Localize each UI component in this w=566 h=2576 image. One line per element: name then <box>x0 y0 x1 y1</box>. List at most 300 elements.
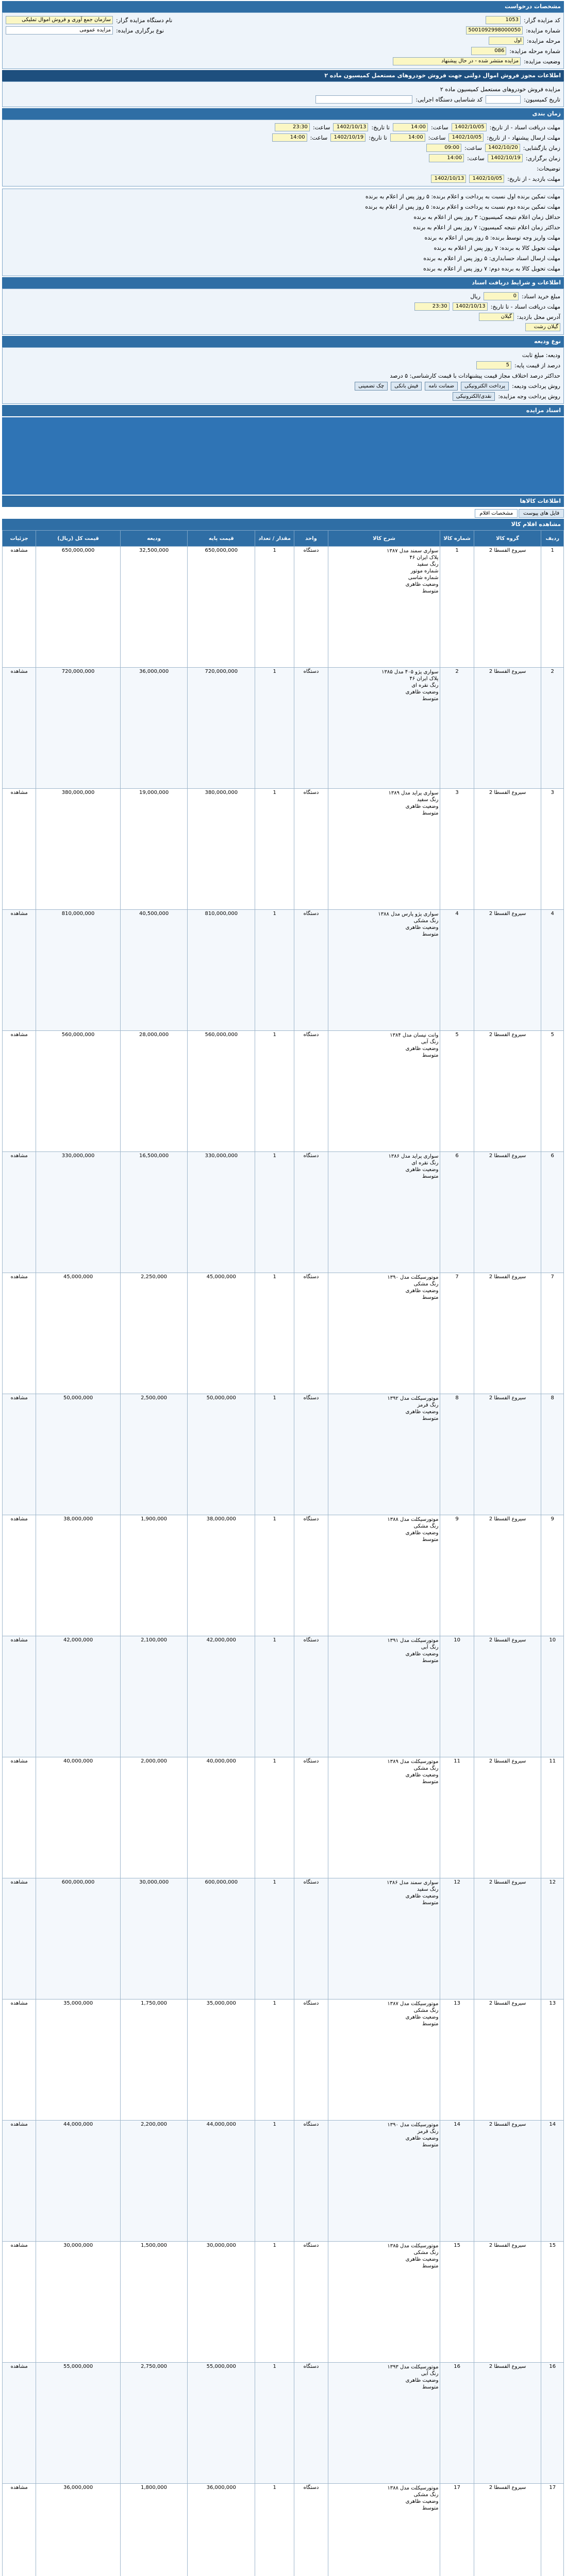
type-label: نوع برگزاری مزایده: <box>116 27 164 34</box>
cell-total: 560,000,000 <box>36 1031 120 1152</box>
cell-detail[interactable]: مشاهده <box>3 1878 36 1999</box>
cell-index: 9 <box>541 1515 564 1636</box>
percent-label: درصد از قیمت پایه: <box>514 362 560 369</box>
cell-base-price: 44,000,000 <box>188 2121 255 2242</box>
cell-deposit: 1,800,000 <box>120 2484 188 2576</box>
cell-number: 6 <box>440 1152 474 1273</box>
cell-group: سیروع الفسطا 2 <box>474 1636 541 1757</box>
cell-detail[interactable]: مشاهده <box>3 1757 36 1878</box>
timing-label: زمان بازگشایی: <box>523 144 560 151</box>
type-field: مزایده عمومی <box>6 26 113 35</box>
timing-hour: 09:00 <box>426 144 461 152</box>
cell-base-price: 42,000,000 <box>188 1636 255 1757</box>
cell-detail[interactable]: مشاهده <box>3 547 36 668</box>
stage-label: مرحله مزایده: <box>526 37 560 44</box>
cell-deposit: 28,000,000 <box>120 1031 188 1152</box>
subject-line: مزایده فروش خودروهای مستعمل کمیسیون ماده ۲ <box>440 86 560 93</box>
timing-date: 1402/10/20 <box>485 144 520 152</box>
cell-detail[interactable]: مشاهده <box>3 1636 36 1757</box>
cell-total: 45,000,000 <box>36 1273 120 1394</box>
cell-index: 2 <box>541 668 564 789</box>
serial-label: شماره مرحله مزایده: <box>509 47 560 55</box>
col-group: گروه کالا <box>474 531 541 547</box>
visit-field-2: گیلان رشت <box>525 323 560 331</box>
hour-label: ساعت: <box>312 124 330 131</box>
hour-label: ساعت: <box>464 144 482 151</box>
view-to-date: 1402/10/13 <box>431 175 466 183</box>
cell-quantity: 1 <box>255 668 294 789</box>
table-row <box>3 1394 564 1515</box>
cell-quantity: 1 <box>255 1636 294 1757</box>
hour-label: ساعت: <box>428 134 446 141</box>
buyer-field: سازمان جمع آوری و فروش اموال تملیکی <box>6 16 113 24</box>
cell-detail[interactable]: مشاهده <box>3 1394 36 1515</box>
subject-title: اطلاعات مجوز فروش اموال دولتی جهت فروش خودروهای مستعمل کمیسیون ماده ۲ <box>324 72 561 79</box>
table-header-row <box>3 531 564 547</box>
cell-quantity: 1 <box>255 2484 294 2576</box>
cell-base-price: 380,000,000 <box>188 789 255 910</box>
cell-group: سیروع الفسطا 2 <box>474 1878 541 1999</box>
cell-description: سواری پژو پارس مدل ۱۳۸۸ رنگ مشکی وضعیت ظاهری متوسط <box>328 910 440 1031</box>
section-items-header <box>2 496 564 507</box>
cell-total: 650,000,000 <box>36 547 120 668</box>
table-row <box>3 1636 564 1757</box>
cell-detail[interactable]: مشاهده <box>3 1999 36 2121</box>
col-deposit: ودیعه <box>120 531 188 547</box>
cell-index: 8 <box>541 1394 564 1515</box>
cell-quantity: 1 <box>255 1031 294 1152</box>
option-cheque[interactable]: چک تضمینی <box>355 382 388 391</box>
cell-detail[interactable]: مشاهده <box>3 1031 36 1152</box>
cell-group: سیروع الفسطا 2 <box>474 2363 541 2484</box>
cell-detail[interactable]: مشاهده <box>3 2484 36 2576</box>
timing-title: زمان بندی <box>532 110 561 117</box>
rule-item: مهلت ارسال اسناد حسابداری: ۵ روز پس از اعلام به برنده <box>423 255 560 262</box>
doc-cost-label: مبلغ خرید اسناد: <box>522 293 560 300</box>
cell-number: 4 <box>440 910 474 1031</box>
cell-deposit: 1,500,000 <box>120 2242 188 2363</box>
col-description: شرح کالا <box>328 531 440 547</box>
cell-index: 12 <box>541 1878 564 1999</box>
serial-field: 086 <box>471 47 506 55</box>
doc-cost-field: 0 <box>484 292 519 300</box>
table-row <box>3 2484 564 2576</box>
cell-number: 16 <box>440 2363 474 2484</box>
cell-unit: دستگاه <box>294 2484 328 2576</box>
cell-index: 15 <box>541 2242 564 2363</box>
cell-index: 1 <box>541 547 564 668</box>
cell-description: موتورسیکلت مدل ۱۳۸۸ رنگ مشکی وضعیت ظاهری متوسط <box>328 2484 440 2576</box>
page-title: مشخصات درخواست <box>505 3 561 10</box>
to-label: تا تاریخ: <box>371 124 390 131</box>
docs-title: اسناد مزایده <box>526 407 561 414</box>
rule-item: مهلت واریز وجه توسط برنده: ۵ روز پس از اعلام به برنده <box>424 234 560 241</box>
notes-label: توضیحات: <box>537 165 560 172</box>
table-row <box>3 2242 564 2363</box>
cell-unit: دستگاه <box>294 547 328 668</box>
timing-to-date: 1402/10/19 <box>330 133 365 142</box>
cell-index: 13 <box>541 1999 564 2121</box>
cell-number: 10 <box>440 1636 474 1757</box>
cell-base-price: 35,000,000 <box>188 1999 255 2121</box>
cell-unit: دستگاه <box>294 1878 328 1999</box>
rule-item: مهلت تحویل کالا به برنده دوم: ۷ روز پس از اعلام به برنده <box>423 265 560 272</box>
option-electronic[interactable]: پرداخت الکترونیکی <box>461 382 509 391</box>
cell-detail[interactable]: مشاهده <box>3 789 36 910</box>
cell-number: 12 <box>440 1878 474 1999</box>
timing-date: 1402/10/05 <box>448 133 484 142</box>
code-label: کد مزایده گزار: <box>523 16 560 24</box>
cell-base-price: 40,000,000 <box>188 1757 255 1878</box>
cell-unit: دستگاه <box>294 1273 328 1394</box>
col-detail: جزئیات <box>3 531 36 547</box>
cell-description: موتورسیکلت مدل ۱۳۹۱ رنگ آبی وضعیت ظاهری متوسط <box>328 1636 440 1757</box>
timing-date: 1402/10/05 <box>452 123 487 131</box>
cell-base-price: 650,000,000 <box>188 547 255 668</box>
cell-group: سیروع الفسطا 2 <box>474 1515 541 1636</box>
cell-deposit: 36,000,000 <box>120 668 188 789</box>
status-label: وضعیت مزایده: <box>524 58 560 65</box>
request-panel <box>2 12 564 69</box>
cell-total: 380,000,000 <box>36 789 120 910</box>
cell-unit: دستگاه <box>294 668 328 789</box>
visit-field: گیلان <box>479 313 514 321</box>
cell-index: 11 <box>541 1757 564 1878</box>
page <box>2 1 564 2576</box>
table-row <box>3 789 564 910</box>
cell-deposit: 2,250,000 <box>120 1273 188 1394</box>
timing-hour: 14:00 <box>429 154 464 162</box>
hour-label: ساعت: <box>431 124 448 131</box>
table-row <box>3 1999 564 2121</box>
cell-unit: دستگاه <box>294 2242 328 2363</box>
cell-base-price: 30,000,000 <box>188 2242 255 2363</box>
cell-unit: دستگاه <box>294 2121 328 2242</box>
winner-rules-panel <box>2 189 564 276</box>
col-base-price: قیمت پایه <box>188 531 255 547</box>
cell-index: 3 <box>541 789 564 910</box>
cell-base-price: 50,000,000 <box>188 1394 255 1515</box>
doc-time-field: 23:30 <box>414 302 450 311</box>
visit-label: آدرس محل بازدید: <box>517 313 560 320</box>
buyer-label: نام دستگاه مزایده گزار: <box>116 16 173 24</box>
col-quantity: مقدار / تعداد <box>255 531 294 547</box>
guarantee-panel <box>2 289 564 335</box>
cell-index: 17 <box>541 2484 564 2576</box>
cell-description: موتورسیکلت مدل ۱۳۸۷ رنگ مشکی وضعیت ظاهری متوسط <box>328 1999 440 2121</box>
cell-number: 15 <box>440 2242 474 2363</box>
table-row <box>3 2363 564 2484</box>
cell-base-price: 55,000,000 <box>188 2363 255 2484</box>
commission-date-field <box>486 95 521 104</box>
timing-hour: 14:00 <box>393 123 428 131</box>
cell-group: سیروع الفسطا 2 <box>474 547 541 668</box>
cell-base-price: 560,000,000 <box>188 1031 255 1152</box>
cell-deposit: 30,000,000 <box>120 1878 188 1999</box>
cell-description: سواری سمند مدل ۱۳۸۶ رنگ سفید وضعیت ظاهری متوسط <box>328 1878 440 1999</box>
items-body <box>3 547 564 2576</box>
cell-unit: دستگاه <box>294 1394 328 1515</box>
timing-label: زمان برگزاری: <box>525 155 560 162</box>
cell-quantity: 1 <box>255 1273 294 1394</box>
timing-panel <box>2 120 564 187</box>
doc-date-field: 1402/10/13 <box>453 302 488 311</box>
table-row <box>3 1515 564 1636</box>
deposit-title: نوع ودیعه <box>534 338 561 345</box>
table-row <box>3 1152 564 1273</box>
table-row <box>3 2121 564 2242</box>
cell-deposit: 19,000,000 <box>120 789 188 910</box>
cell-group: سیروع الفسطا 2 <box>474 1999 541 2121</box>
items-table <box>2 530 564 2576</box>
cell-quantity: 1 <box>255 2363 294 2484</box>
cell-number: 8 <box>440 1394 474 1515</box>
col-number: شماره کالا <box>440 531 474 547</box>
cell-index: 4 <box>541 910 564 1031</box>
cell-total: 30,000,000 <box>36 2242 120 2363</box>
number-field: 5001092998000050 <box>466 26 523 35</box>
cell-deposit: 2,750,000 <box>120 2363 188 2484</box>
cell-group: سیروع الفسطا 2 <box>474 1394 541 1515</box>
table-row <box>3 1031 564 1152</box>
cell-deposit: 16,500,000 <box>120 1152 188 1273</box>
cell-number: 5 <box>440 1031 474 1152</box>
col-index: ردیف <box>541 531 564 547</box>
cell-description: موتورسیکلت مدل ۱۳۹۰ رنگ مشکی وضعیت ظاهری متوسط <box>328 1273 440 1394</box>
cell-detail[interactable]: مشاهده <box>3 2363 36 2484</box>
cell-unit: دستگاه <box>294 1757 328 1878</box>
cell-deposit: 1,750,000 <box>120 1999 188 2121</box>
cell-base-price: 810,000,000 <box>188 910 255 1031</box>
deposit-type: ودیعه: مبلغ ثابت <box>522 351 560 359</box>
cell-total: 330,000,000 <box>36 1152 120 1273</box>
cell-index: 16 <box>541 2363 564 2484</box>
cell-quantity: 1 <box>255 910 294 1031</box>
section-docs-header <box>2 405 564 416</box>
option-receipt[interactable]: فیش بانکی <box>391 382 422 391</box>
cell-deposit: 2,000,000 <box>120 1757 188 1878</box>
cell-index: 14 <box>541 2121 564 2242</box>
cell-description: موتورسیکلت مدل ۱۳۸۵ رنگ مشکی وضعیت ظاهری متوسط <box>328 2242 440 2363</box>
timing-label: مهلت ارسال پیشنهاد - از تاریخ: <box>487 134 560 141</box>
method-label: روش پرداخت ودیعه: <box>512 382 560 389</box>
cell-deposit: 32,500,000 <box>120 547 188 668</box>
cell-unit: دستگاه <box>294 1515 328 1636</box>
cell-quantity: 1 <box>255 547 294 668</box>
cell-description: موتورسیکلت مدل ۱۳۹۳ رنگ آبی وضعیت ظاهری متوسط <box>328 2363 440 2484</box>
percent-field: 5 <box>476 361 511 369</box>
cell-unit: دستگاه <box>294 789 328 910</box>
cell-group: سیروع الفسطا 2 <box>474 1757 541 1878</box>
subject-panel <box>2 81 564 107</box>
cell-quantity: 1 <box>255 2242 294 2363</box>
cell-total: 35,000,000 <box>36 1999 120 2121</box>
cell-base-price: 38,000,000 <box>188 1515 255 1636</box>
cell-quantity: 1 <box>255 2121 294 2242</box>
cell-unit: دستگاه <box>294 1152 328 1273</box>
timing-label: مهلت دریافت اسناد - از تاریخ: <box>489 124 560 131</box>
view-label: مهلت بازدید - از تاریخ: <box>507 175 560 182</box>
items-title: اطلاعات کالاها <box>520 498 561 504</box>
cell-description: سواری پراید مدل ۱۳۸۶ رنگ نقره ای وضعیت ظاهری متوسط <box>328 1152 440 1273</box>
guarantee-title: اطلاعات و شرایط دریافت اسناد <box>472 279 561 286</box>
cell-deposit: 40,500,000 <box>120 910 188 1031</box>
cell-deposit: 1,900,000 <box>120 1515 188 1636</box>
cell-group: سیروع الفسطا 2 <box>474 668 541 789</box>
timing-row <box>6 143 560 153</box>
cell-detail[interactable]: مشاهده <box>3 1515 36 1636</box>
cell-description: موتورسیکلت مدل ۱۳۹۲ رنگ قرمز وضعیت ظاهری متوسط <box>328 1394 440 1515</box>
cell-base-price: 36,000,000 <box>188 2484 255 2576</box>
cell-base-price: 330,000,000 <box>188 1152 255 1273</box>
cell-total: 36,000,000 <box>36 2484 120 2576</box>
cell-quantity: 1 <box>255 1394 294 1515</box>
cell-index: 6 <box>541 1152 564 1273</box>
cell-group: سیروع الفسطا 2 <box>474 2242 541 2363</box>
cell-group: سیروع الفسطا 2 <box>474 910 541 1031</box>
rule-item: حداکثر زمان اعلام نتیجه کمیسیون: ۷ روز پس از اعلام به برنده <box>413 224 560 231</box>
cell-number: 17 <box>440 2484 474 2576</box>
cell-detail[interactable]: مشاهده <box>3 2121 36 2242</box>
cell-number: 3 <box>440 789 474 910</box>
cell-detail[interactable]: مشاهده <box>3 1273 36 1394</box>
cell-total: 42,000,000 <box>36 1636 120 1757</box>
rule-item: حداقل زمان اعلام نتیجه کمیسیون: ۳ روز پس از اعلام به برنده <box>413 213 560 221</box>
cell-total: 600,000,000 <box>36 1878 120 1999</box>
cell-index: 5 <box>541 1031 564 1152</box>
method2-label: روش پرداخت وجه مزایده: <box>498 393 560 400</box>
to-label: تا تاریخ: <box>369 134 387 141</box>
cell-group: سیروع الفسطا 2 <box>474 789 541 910</box>
rule-item: مهلت تمکین برنده دوم نسبت به پرداخت و اعلام برنده: ۵ روز پس از اعلام به برنده <box>365 203 560 210</box>
deposit-note: حداکثر درصد اختلاف مجاز قیمت پیشنهادات با قیمت کارشناسی: ۵ درصد <box>390 372 560 379</box>
docs-area <box>2 417 564 495</box>
cell-number: 13 <box>440 1999 474 2121</box>
cell-detail[interactable]: مشاهده <box>3 910 36 1031</box>
cell-quantity: 1 <box>255 1515 294 1636</box>
cell-description: موتورسیکلت مدل ۱۳۸۸ رنگ مشکی وضعیت ظاهری متوسط <box>328 1515 440 1636</box>
deposit-panel <box>2 347 564 404</box>
timing-hour: 14:00 <box>390 133 425 142</box>
cell-quantity: 1 <box>255 1878 294 1999</box>
cell-number: 1 <box>440 547 474 668</box>
items-list-header <box>2 519 564 530</box>
cell-group: سیروع الفسطا 2 <box>474 1152 541 1273</box>
cell-group: سیروع الفسطا 2 <box>474 1273 541 1394</box>
timing-to-hour: 14:00 <box>272 133 307 142</box>
stage-field: اول <box>489 37 524 45</box>
cell-number: 9 <box>440 1515 474 1636</box>
cell-total: 38,000,000 <box>36 1515 120 1636</box>
section-deposit-header <box>2 336 564 347</box>
agency-code-field <box>315 95 412 104</box>
cell-total: 44,000,000 <box>36 2121 120 2242</box>
commission-date-label: تاریخ کمیسیون: <box>524 96 560 103</box>
section-timing-header <box>2 108 564 120</box>
cell-number: 11 <box>440 1757 474 1878</box>
cell-description: سواری پراید مدل ۱۳۸۹ رنگ سفید وضعیت ظاهری متوسط <box>328 789 440 910</box>
cell-base-price: 720,000,000 <box>188 668 255 789</box>
cell-group: سیروع الفسطا 2 <box>474 2121 541 2242</box>
method2-option[interactable]: نقدی/الکترونیکی <box>453 392 495 401</box>
section-subject-header <box>2 70 564 81</box>
cell-index: 10 <box>541 1636 564 1757</box>
table-row <box>3 547 564 668</box>
number-label: شماره مزایده: <box>526 27 560 34</box>
cell-number: 2 <box>440 668 474 789</box>
cell-group: سیروع الفسطا 2 <box>474 1031 541 1152</box>
cell-quantity: 1 <box>255 1999 294 2121</box>
doc-date-label: مهلت دریافت اسناد - تا تاریخ: <box>490 303 560 310</box>
timing-row <box>6 132 560 143</box>
cell-index: 7 <box>541 1273 564 1394</box>
tab-items[interactable]: مشخصات اقلام <box>475 509 518 518</box>
hour-label: ساعت: <box>310 134 328 141</box>
cell-total: 720,000,000 <box>36 668 120 789</box>
cell-unit: دستگاه <box>294 1999 328 2121</box>
cell-deposit: 2,100,000 <box>120 1636 188 1757</box>
rule-item: مهلت تمکین برنده اول نسبت به پرداخت و اعلام برنده: ۵ روز پس از اعلام به برنده <box>365 193 560 200</box>
cell-detail[interactable]: مشاهده <box>3 1152 36 1273</box>
agency-code-label: کد شناسایی دستگاه اجرایی: <box>415 96 483 103</box>
cell-total: 55,000,000 <box>36 2363 120 2484</box>
timing-to-hour: 23:30 <box>275 123 310 131</box>
view-date: 1402/10/05 <box>469 175 504 183</box>
cell-unit: دستگاه <box>294 910 328 1031</box>
cell-group: سیروع الفسطا 2 <box>474 2484 541 2576</box>
table-row <box>3 910 564 1031</box>
cell-total: 40,000,000 <box>36 1757 120 1878</box>
section-request-header <box>2 1 564 12</box>
tab-attachments[interactable]: فایل های پیوست <box>519 509 564 518</box>
cell-deposit: 2,200,000 <box>120 2121 188 2242</box>
currency-label: ریال <box>470 293 481 300</box>
cell-number: 14 <box>440 2121 474 2242</box>
cell-description: موتورسیکلت مدل ۱۳۹۰ رنگ قرمز وضعیت ظاهری متوسط <box>328 2121 440 2242</box>
cell-number: 7 <box>440 1273 474 1394</box>
code-field: 1053 <box>486 16 521 24</box>
section-guarantee-header <box>2 277 564 289</box>
cell-base-price: 45,000,000 <box>188 1273 255 1394</box>
table-row <box>3 1273 564 1394</box>
cell-detail[interactable]: مشاهده <box>3 668 36 789</box>
cell-base-price: 600,000,000 <box>188 1878 255 1999</box>
cell-unit: دستگاه <box>294 2363 328 2484</box>
cell-description: وانت نیسان مدل ۱۳۸۴ رنگ آبی وضعیت ظاهری متوسط <box>328 1031 440 1152</box>
table-row <box>3 668 564 789</box>
cell-description: سواری سمند مدل ۱۳۸۷ پلاک ایران ۴۶ رنگ سفید شماره موتور شماره شاسی وضعیت ظاهری متوسط <box>328 547 440 668</box>
cell-quantity: 1 <box>255 1152 294 1273</box>
cell-detail[interactable]: مشاهده <box>3 2242 36 2363</box>
cell-total: 810,000,000 <box>36 910 120 1031</box>
cell-description: سواری پژو ۴۰۵ مدل ۱۳۸۵ پلاک ایران ۴۶ رنگ نقره ای وضعیت ظاهری متوسط <box>328 668 440 789</box>
col-total: قیمت کل (ریال) <box>36 531 120 547</box>
cell-description: موتورسیکلت مدل ۱۳۸۹ رنگ مشکی وضعیت ظاهری متوسط <box>328 1757 440 1878</box>
col-unit: واحد <box>294 531 328 547</box>
table-row <box>3 1757 564 1878</box>
table-row <box>3 1878 564 1999</box>
cell-quantity: 1 <box>255 789 294 910</box>
cell-unit: دستگاه <box>294 1636 328 1757</box>
cell-unit: دستگاه <box>294 1031 328 1152</box>
items-list-title: مشاهده اقلام کالا <box>511 521 561 528</box>
items-tabbar <box>2 509 564 518</box>
hour-label: ساعت: <box>467 155 485 162</box>
rule-item: مهلت تحویل کالا به برنده: ۷ روز پس از اعلام به برنده <box>434 244 560 251</box>
status-badge: مزایده منتشر شده - در حال پیشنهاد <box>393 57 521 65</box>
option-guarantee[interactable]: ضمانت نامه <box>425 382 458 391</box>
timing-row <box>6 153 560 163</box>
